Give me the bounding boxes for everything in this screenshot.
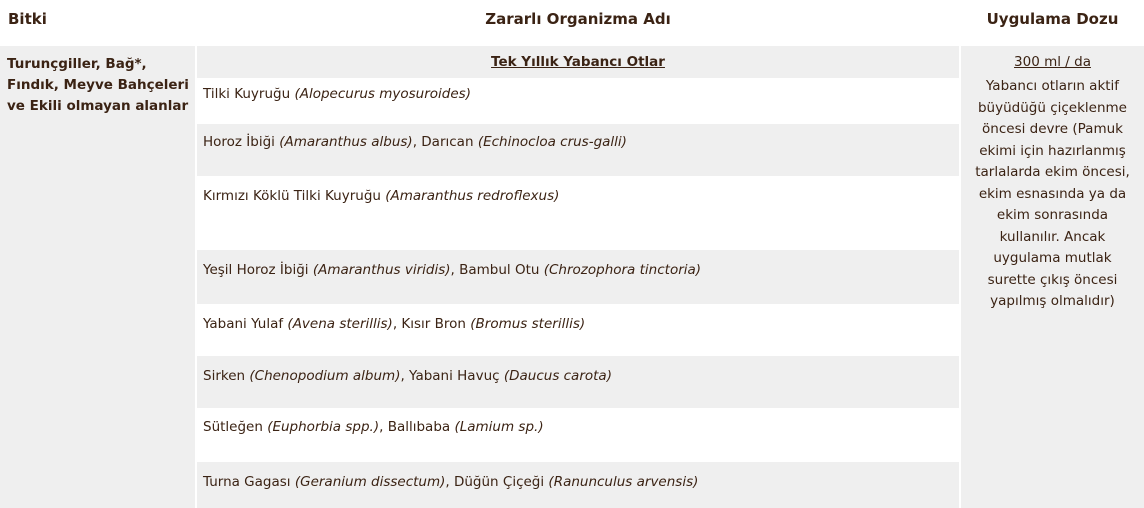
pest-row [197, 356, 959, 408]
pest-common-name: Sütleğen [203, 419, 268, 435]
pest-scientific-name: (Euphorbia spp.) [267, 419, 380, 435]
pest-scientific-name: (Ranunculus arvensis) [548, 474, 699, 490]
pest-common-name: Kırmızı Köklü Tilki Kuyruğu [203, 188, 386, 204]
pest-common-name: , Darıcan [412, 134, 478, 150]
pest-common-name: , Düğün Çiçeği [445, 474, 549, 490]
header-dose: Uygulama Dozu [986, 10, 1119, 28]
pest-scientific-name: (Lamium sp.) [454, 419, 544, 435]
pest-column [197, 46, 959, 508]
header-plant: Bitki [8, 10, 47, 28]
pest-row [197, 304, 959, 356]
pest-row [197, 176, 959, 250]
pest-scientific-name: (Chenopodium album) [249, 368, 401, 384]
pest-common-name: Turna Gagası [203, 474, 295, 490]
pest-scientific-name: (Chrozophora tinctoria) [543, 262, 702, 278]
pest-scientific-name: (Avena sterillis) [287, 316, 393, 332]
pest-row [197, 462, 959, 508]
pest-common-name: , Bambul Otu [450, 262, 544, 278]
plant-cell [0, 46, 195, 508]
pest-common-name: , Yabani Havuç [400, 368, 504, 384]
pest-row [197, 78, 959, 124]
pest-scientific-name: (Echinocloa crus-galli) [477, 134, 627, 150]
pest-scientific-name: (Amaranthus viridis) [312, 262, 451, 278]
pest-row [197, 408, 959, 462]
header-pest: Zararlı Organizma Adı [485, 10, 671, 28]
pest-common-name: Horoz İbiği [203, 134, 280, 150]
pest-common-name: Sirken [203, 368, 250, 384]
pest-scientific-name: (Alopecurus myosuroides) [294, 86, 471, 102]
plant-name: Turunçgiller, Bağ*, Fındık, Meyve Bahçeleri ve Ekili olmayan alanlar [7, 56, 189, 114]
pest-scientific-name: (Amaranthus albus) [279, 134, 413, 150]
pest-row [197, 250, 959, 304]
table-header [0, 0, 1144, 44]
pest-row [197, 124, 959, 176]
dose-note: Yabancı otların aktif büyüdüğü çiçeklenme öncesi devre (Pamuk ekimi için hazırlanmış tarlalarda ekim öncesi, ekim esnasında ya da ekim sonrasında kullanılır. Ancak uygulama mutlak surette çıkış öncesi yapılmış olmalıdır) [975, 78, 1130, 309]
pest-scientific-name: (Daucus carota) [503, 368, 612, 384]
pest-scientific-name: (Geranium dissectum) [294, 474, 446, 490]
dose-cell [961, 46, 1144, 508]
pest-scientific-name: (Amaranthus redroflexus) [385, 188, 560, 204]
pest-common-name: Tilki Kuyruğu [203, 86, 295, 102]
pest-scientific-name: (Bromus sterillis) [470, 316, 586, 332]
pest-common-name: , Kısır Bron [392, 316, 471, 332]
pest-common-name: Yeşil Horoz İbiği [203, 262, 313, 278]
pest-common-name: Yabani Yulaf [203, 316, 288, 332]
dose-amount: 300 ml / da [1014, 54, 1091, 70]
group-title: Tek Yıllık Yabancı Otlar [197, 46, 959, 78]
pest-common-name: , Ballıbaba [379, 419, 455, 435]
